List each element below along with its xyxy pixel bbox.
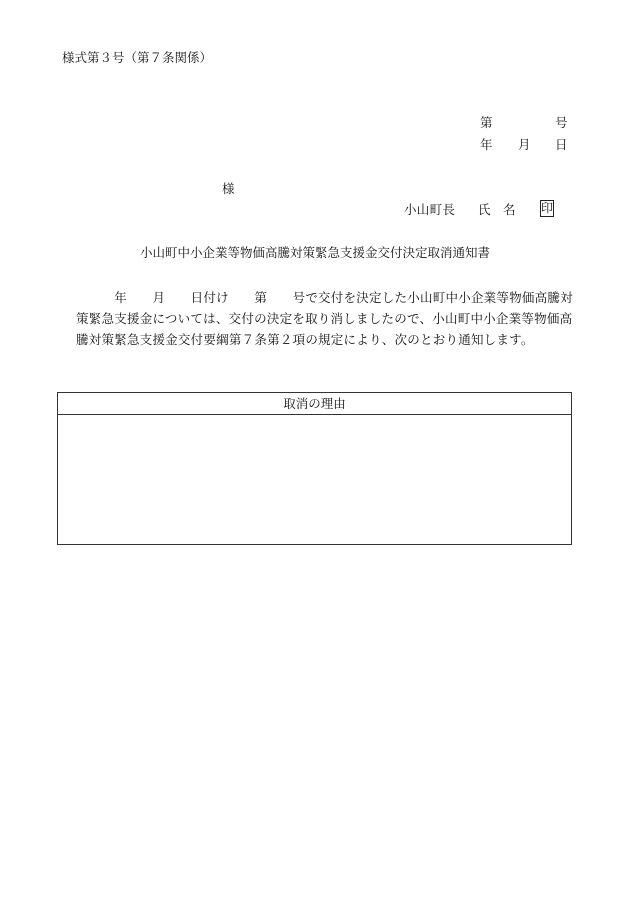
- form-number: 様式第３号（第７条関係）: [62, 50, 213, 65]
- reason-content-area: [58, 415, 571, 544]
- reason-table-header: 取消の理由: [58, 393, 571, 415]
- body-line: 策緊急支援金については、交付の決定を取り消しましたので、小山町中小企業等物価高: [76, 311, 573, 326]
- issuer-name-label-2: 名: [503, 202, 516, 217]
- date-day-label: 日: [555, 137, 568, 152]
- body-line: 騰対策緊急支援金交付要綱第７条第２項の規定により、次のとおり通知します。: [76, 332, 534, 347]
- issuer-name-label-1: 氏: [478, 202, 491, 217]
- body-line: 年 月 日付け 第 号で交付を決定した小山町中小企業等物価高騰対: [76, 290, 573, 305]
- addressee-honorific: 様: [222, 181, 235, 196]
- reason-table: [57, 392, 572, 545]
- seal-mark: 印: [541, 201, 554, 215]
- document-number-prefix: 第: [480, 115, 493, 130]
- date-month-label: 月: [518, 137, 531, 152]
- document-number-suffix: 号: [555, 115, 568, 130]
- date-year-label: 年: [480, 137, 493, 152]
- document-title: 小山町中小企業等物価高騰対策緊急支援金交付決定取消通知書: [139, 245, 490, 260]
- issuer-title: 小山町長: [404, 202, 456, 217]
